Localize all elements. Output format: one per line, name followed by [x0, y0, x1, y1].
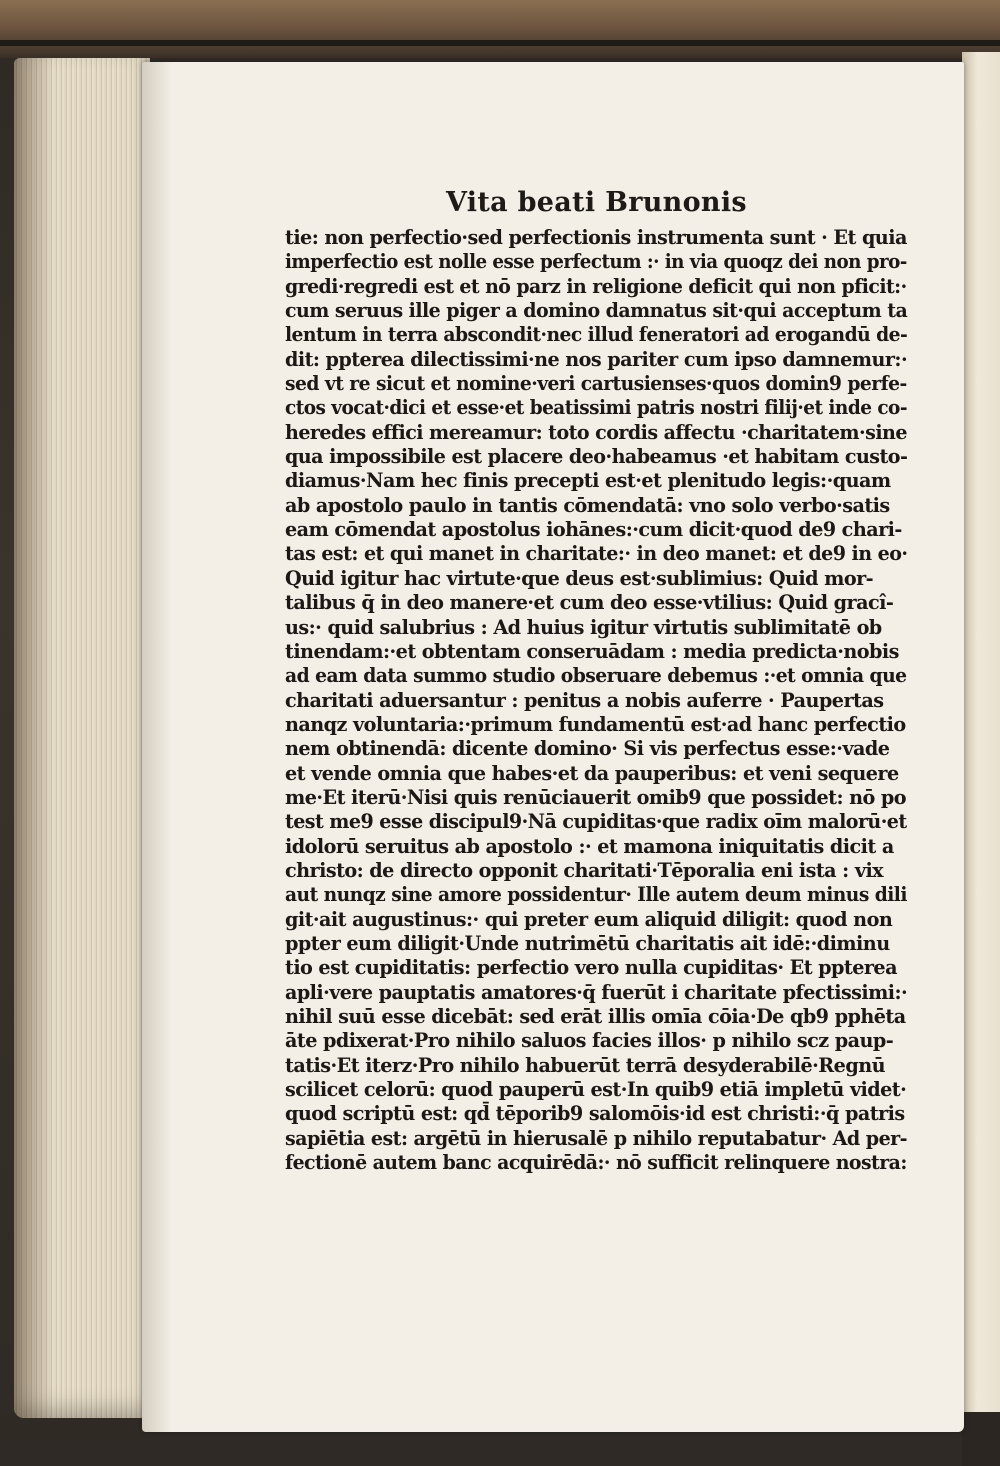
- cover-shadow-line: [0, 40, 1000, 46]
- running-head: Vita beati Brunonis: [446, 187, 747, 218]
- text-line: charitati aduersantur : penitus a nobis auferre · Paupertas: [285, 688, 884, 712]
- text-line: idolorū seruitus ab apostolo :· et mamona iniquitatis dicit a: [285, 834, 894, 858]
- facing-page-sliver: [962, 52, 1000, 1412]
- text-line: eam cōmendat apostolus iohānes:·cum dicit·quod de9 chari-: [285, 518, 902, 542]
- text-line: fectionē autem banc acquirēdā:· nō sufficit relinquere nostra:: [285, 1151, 907, 1175]
- text-line: git·ait augustinus:· qui preter eum aliquid diligit: quod non: [285, 907, 893, 931]
- text-line: ad eam data summo studio obseruare debemus :·et omnia que: [285, 664, 907, 688]
- text-line: heredes effici mereamur: toto cordis affectu ·charitatem·sine: [285, 420, 907, 444]
- text-line: dit: ppterea dilectissimi·ne nos pariter cum ipso damnemur:·: [285, 347, 908, 371]
- text-line: imperfectio est nolle esse perfectum :· in via quoqz dei non pro-: [285, 250, 907, 274]
- text-line: talibus q̄ in deo manere·et cum deo esse·vtilius: Quid gracî-: [285, 591, 894, 615]
- text-line: christo: de directo opponit charitati·Tēporalia eni ista : vix: [285, 858, 884, 882]
- text-line: aut nunqz sine amore possidentur· Ille autem deum minus dili: [285, 883, 907, 907]
- text-line: sapiētia est: argētū in hierusalē p nihilo reputabatur· Ad per-: [285, 1126, 908, 1150]
- text-line: quod scriptū est: qd̄ tēporib9 salomōis·id est christi:·q̄ patris: [285, 1102, 905, 1126]
- text-line: qua impossibile est placere deo·habeamus ·et habitam custo-: [285, 445, 908, 469]
- text-line: ppter eum diligit·Unde nutrimētū charitatis ait idē:·diminu: [285, 931, 890, 955]
- text-line: tas est: et qui manet in charitate:· in deo manet: et de9 in eo·: [285, 542, 908, 566]
- text-line: nem obtinendā: dicente domino· Si vis perfectus esse:·vade: [285, 737, 890, 761]
- facing-page-shadow: [962, 1412, 1000, 1466]
- page-stack-shade: [14, 58, 54, 1418]
- text-line: tinendam:·et obtentam conseruādam : media predicta·nobis: [285, 639, 899, 663]
- text-block: [285, 226, 907, 1175]
- page-gutter-shade: [142, 62, 172, 1432]
- text-line: āte pdixerat·Pro nihilo saluos facies illos· p nihilo scz paup-: [285, 1029, 894, 1053]
- text-line: tio est cupiditatis: perfectio vero nulla cupiditas· Et ppterea: [285, 956, 897, 980]
- text-line: sed vt re sicut et nomine·veri cartusienses·quos domin9 perfe-: [285, 372, 907, 396]
- text-line: us:· quid salubrius : Ad huius igitur virtutis sublimitatē ob: [285, 615, 882, 639]
- text-line: ab apostolo paulo in tantis cōmendatā: vno solo verbo·satis: [285, 493, 890, 517]
- text-line: tatis·Et iterz·Pro nihilo habuerūt terrā desyderabilē·Regnū: [285, 1053, 886, 1077]
- text-line: diamus·Nam hec finis precepti est·et plenitudo legis:·quam: [285, 469, 891, 493]
- text-line: tie: non perfectio·sed perfectionis instrumenta sunt · Et quia: [285, 226, 907, 249]
- book-cover-edge: [0, 0, 1000, 58]
- text-line: lentum in terra abscondit·nec illud feneratori ad erogandū de-: [285, 323, 908, 347]
- text-line: nanqz voluntaria:·primum fundamentū est·ad hanc perfectio: [285, 712, 906, 736]
- text-line: scilicet celorū: quod pauperū est·In quib9 etiā impletū videt·: [285, 1078, 907, 1102]
- text-line: et vende omnia que habes·et da pauperibus: et veni sequere: [285, 761, 899, 785]
- text-line: Quid igitur hac virtute·que deus est·sublimius: Quid mor-: [285, 566, 874, 590]
- text-line: apli·vere pauptatis amatores·q̄ fuerūt i charitate pfectissimi:·: [285, 980, 908, 1004]
- text-line: gredi·regredi est et nō parz in religione deficit qui non pficit:·: [285, 274, 907, 298]
- text-line: ctos vocat·dici et esse·et beatissimi patris nostri filij·et inde co-: [285, 396, 907, 420]
- text-line: cum seruus ille piger a domino damnatus sit·qui acceptum ta: [285, 299, 908, 323]
- text-line: test me9 esse discipul9·Nā cupiditas·que radix oīm malorū·et: [285, 810, 907, 834]
- text-line: nihil suū esse dicebāt: sed erāt illis omīa cōia·De qb9 pphēta: [285, 1005, 906, 1028]
- text-line: me·Et iterū·Nisi quis renūciauerit omib9 que possidet: nō po: [285, 785, 907, 809]
